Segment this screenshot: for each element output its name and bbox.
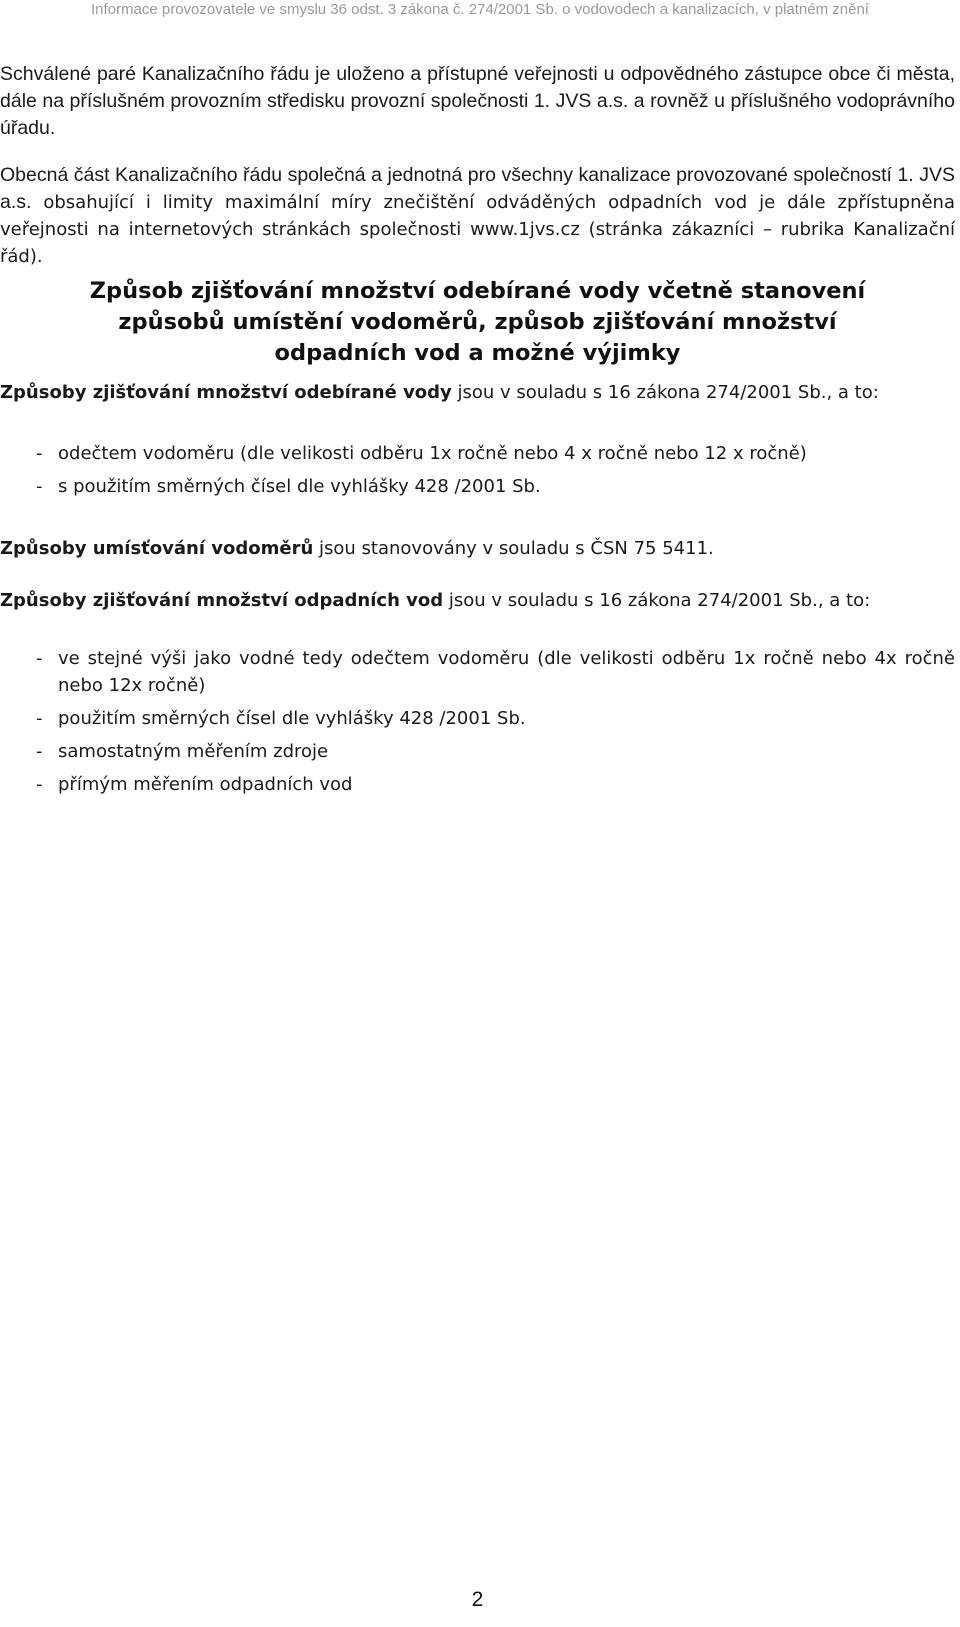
wastewater-volume-lead-rest: jsou v souladu s 16 zákona 274/2001 Sb., a to:	[443, 590, 871, 611]
water-volume-lead-rest: jsou v souladu s 16 zákona 274/2001 Sb., a to:	[451, 382, 879, 403]
section-heading-line-3: odpadních vod a možné výjimky	[274, 340, 681, 366]
list-item	[0, 437, 955, 470]
section-heading-line-2: způsobů umístění vodoměrů, způsob zjišťování množství	[118, 309, 837, 335]
list-item-text: přímým měřením odpadních vod	[58, 774, 353, 795]
list-item-text: použitím směrných čísel dle vyhlášky 428 /2001 Sb.	[58, 708, 526, 729]
list-dash: -	[36, 774, 43, 795]
list-item-text: s použitím směrných čísel dle vyhlášky 428 /2001 Sb.	[58, 476, 541, 497]
running-header: Informace provozovatele ve smyslu 36 odst. 3 zákona č. 274/2001 Sb. o vodovodech a kanalizacích, v platném znění	[91, 1, 869, 18]
water-volume-lead-bold: Způsoby zjišťování množství odebírané vody	[0, 382, 452, 403]
list-item	[0, 738, 955, 765]
list-dash: -	[36, 708, 43, 729]
meter-placement-lead-rest: jsou stanovovány v souladu s ČSN 75 5411.	[313, 538, 714, 559]
intro-paragraph-2-part-1: Obecná část Kanalizačního řádu společná a jednotná pro všechny kanalizace provozované společností 1. JVS a.s.	[0, 164, 955, 213]
wastewater-volume-lead	[0, 588, 955, 614]
meter-placement-paragraph	[0, 536, 955, 562]
section-heading-line-1: Způsob zjišťování množství odebírané vody včetně stanovení	[89, 278, 866, 304]
list-item-text: samostatným měřením zdroje	[58, 741, 329, 762]
list-dash: -	[36, 648, 43, 669]
list-dash: -	[36, 741, 43, 762]
wastewater-volume-list	[0, 645, 955, 798]
water-volume-lead	[0, 380, 955, 406]
wastewater-volume-lead-bold: Způsoby zjišťování množství odpadních vod	[0, 590, 444, 611]
section-heading	[0, 276, 955, 369]
water-volume-list	[0, 437, 955, 503]
list-dash: -	[36, 476, 43, 497]
meter-placement-lead-bold: Způsoby umísťování vodoměrů	[0, 538, 314, 559]
intro-paragraph-2	[0, 162, 955, 270]
list-item	[0, 705, 955, 732]
list-item	[0, 645, 955, 699]
list-item-text: odečtem vodoměru (dle velikosti odběru 1x ročně nebo 4 x ročně nebo 12 x ročně)	[58, 443, 807, 464]
intro-paragraph-1: Schválené paré Kanalizačního řádu je uloženo a přístupné veřejnosti u odpovědného zástupce obce či města, dále na příslušném provozním středisku provozní společnosti 1. JVS a.s. a rovněž u příslušného vodoprávního úřadu.	[0, 63, 955, 139]
list-item-text: ve stejné výši jako vodné tedy odečtem vodoměru (dle velikosti odběru 1x ročně nebo 4x ročně nebo 12x ročně)	[58, 648, 955, 696]
list-dash: -	[36, 443, 43, 464]
intro-paragraph-2-part-2: obsahující i limity maximální míry znečištění odváděných odpadních vod je dále zpřístupněna veřejnosti na internetových stránkách společnosti www.1jvs.cz (stránka zákazníci – rubrika Kanalizační řád).	[0, 192, 955, 267]
list-item	[0, 771, 955, 798]
list-item	[0, 470, 955, 503]
page-number: 2	[471, 1588, 484, 1611]
